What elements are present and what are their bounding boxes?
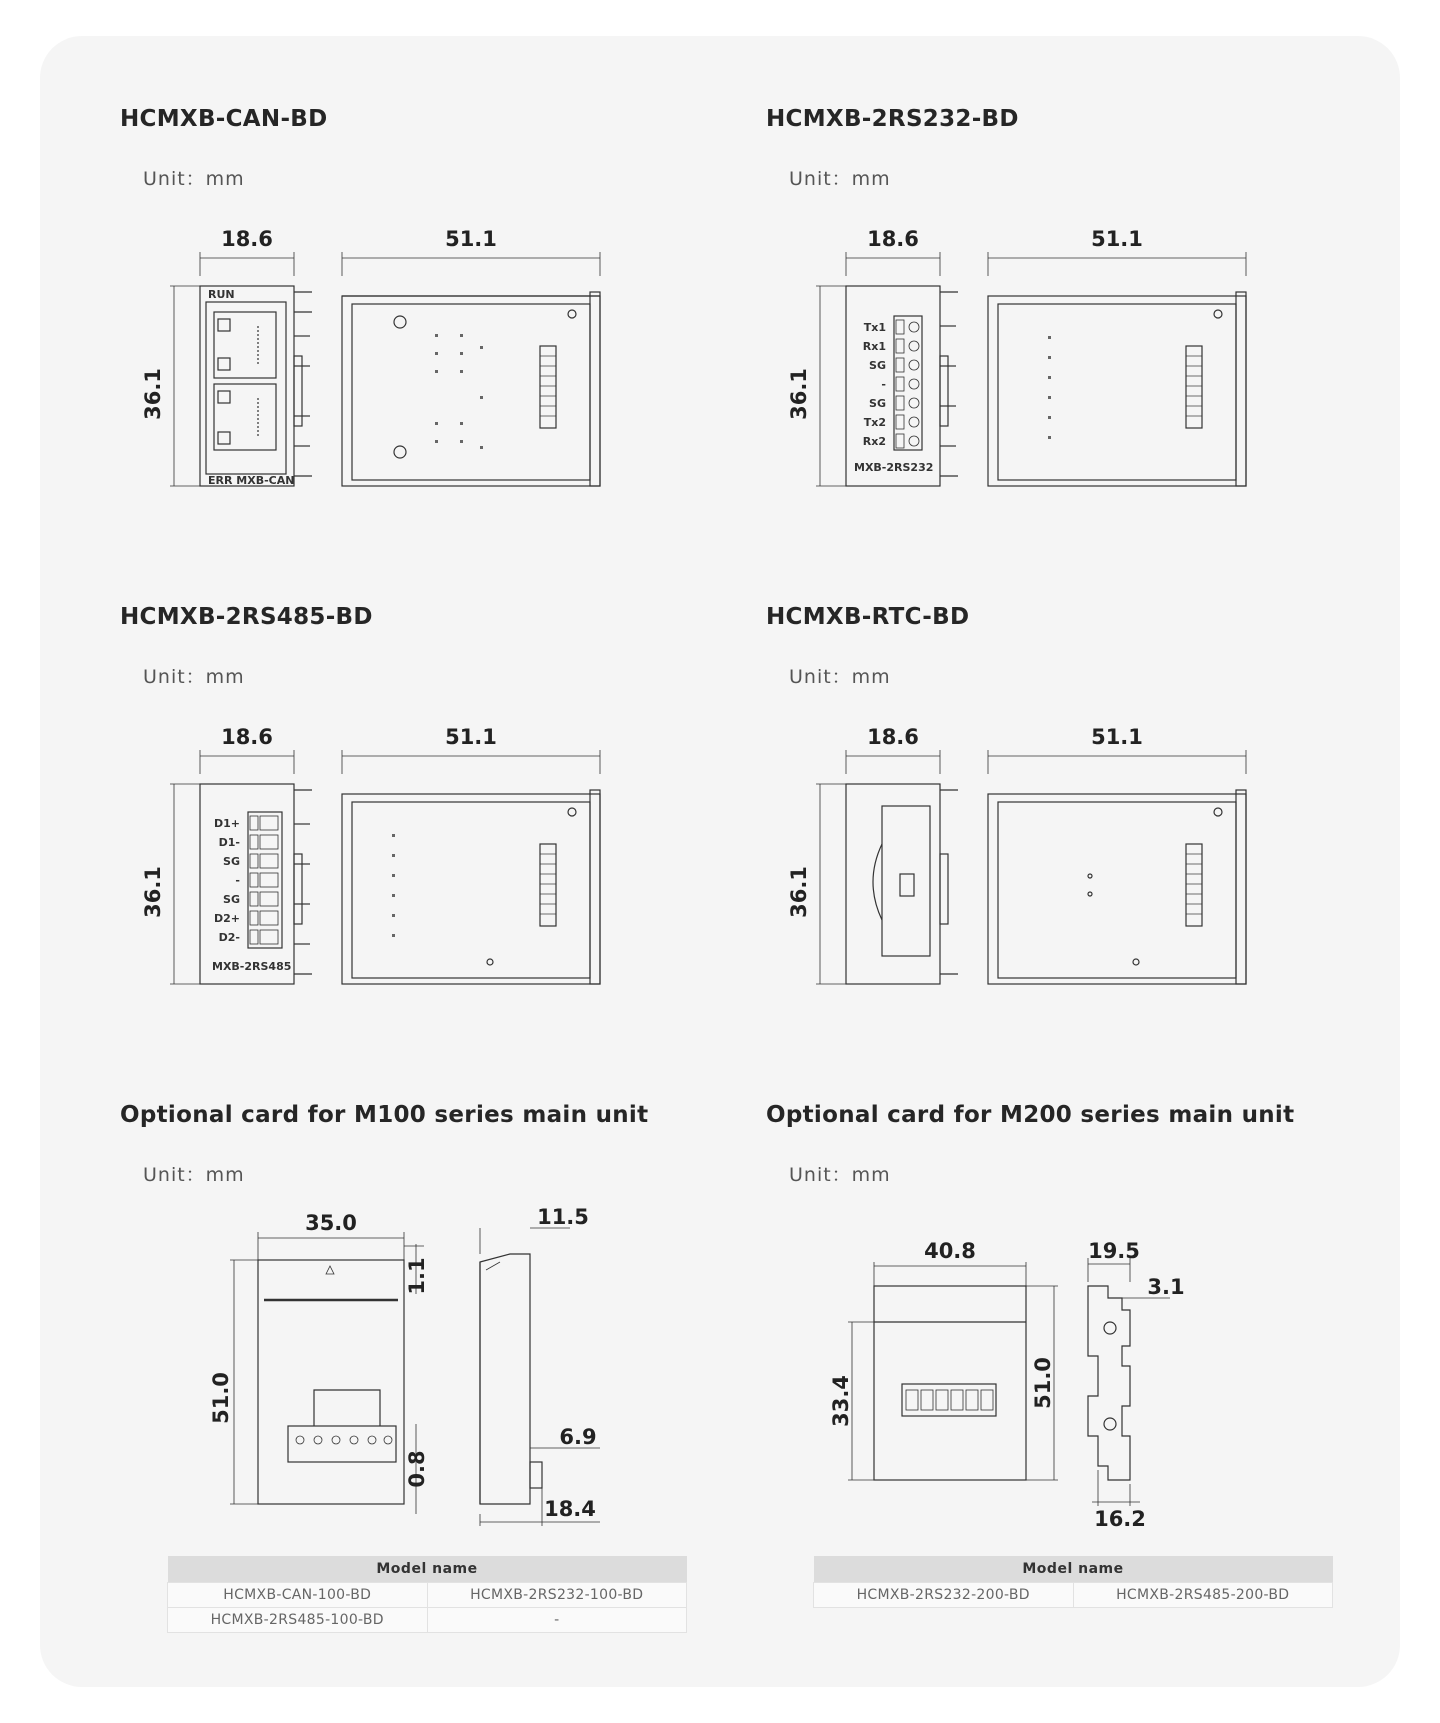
unit-label-2rs232: Unit：mm (789, 168, 891, 190)
section-title-m100: Optional card for M100 series main unit (120, 1102, 649, 1128)
m100-depth-dim: 11.5 (537, 1205, 589, 1229)
rtc-height-dim: 36.1 (787, 866, 811, 918)
content-card (40, 36, 1400, 1687)
battery-icon (900, 874, 914, 896)
m200-height-dim: 51.0 (1031, 1357, 1055, 1409)
section-title-2rs232: HCMXB-2RS232-BD (766, 106, 1019, 132)
2rs232-drawing (787, 216, 1366, 536)
unit-label-2rs485: Unit：mm (143, 666, 245, 688)
2rs485-drawing (141, 714, 720, 1034)
2rs232-terminal-2: Rx1 (862, 340, 886, 353)
2rs485-terminal-5: SG (223, 893, 240, 906)
can-drawing (141, 216, 720, 536)
rtc-drawing (787, 714, 1366, 1034)
m100-height-dim: 51.0 (209, 1372, 233, 1424)
2rs232-height-dim: 36.1 (787, 368, 811, 420)
section-title-2rs485: HCMXB-2RS485-BD (120, 604, 373, 630)
can-err-label: ERR MXB-CAN (208, 474, 295, 487)
table-row (814, 1583, 1333, 1608)
m100-total-dim: 18.4 (544, 1497, 596, 1521)
m200-inner-dim: 33.4 (829, 1375, 853, 1427)
m100-width-dim: 35.0 (305, 1211, 357, 1235)
m200-model-table (813, 1556, 1333, 1608)
section-title-m200: Optional card for M200 series main unit (766, 1102, 1295, 1128)
unit-label-m200: Unit：mm (789, 1164, 891, 1186)
m200-offset-dim: 3.1 (1147, 1275, 1185, 1299)
m200-base-dim: 16.2 (1094, 1507, 1146, 1531)
2rs232-terminal-5: SG (869, 397, 886, 410)
2rs485-height-dim: 36.1 (141, 866, 165, 918)
section-title-can: HCMXB-CAN-BD (120, 106, 328, 132)
m100-bottom-dim: 0.8 (405, 1450, 429, 1488)
2rs232-terminal-6: Tx2 (863, 416, 886, 429)
m200-table-header: Model name (814, 1556, 1333, 1583)
2rs232-terminal-3: SG (869, 359, 886, 372)
can-height-dim: 36.1 (141, 368, 165, 420)
2rs485-length-dim: 51.1 (445, 725, 497, 749)
m100-table-header: Model name (168, 1556, 687, 1583)
unit-label-can: Unit：mm (143, 168, 245, 190)
2rs232-width-dim: 18.6 (867, 227, 919, 251)
table-cell: HCMXB-CAN-100-BD (168, 1583, 428, 1608)
can-run-label: RUN (208, 288, 235, 301)
m200-depth-dim: 19.5 (1088, 1239, 1140, 1263)
section-title-rtc: HCMXB-RTC-BD (766, 604, 970, 630)
rtc-width-dim: 18.6 (867, 725, 919, 749)
can-width-dim: 18.6 (221, 227, 273, 251)
2rs485-terminal-1: D1+ (213, 817, 240, 830)
table-cell: HCMXB-2RS485-100-BD (168, 1608, 428, 1633)
2rs232-terminal-1: Tx1 (863, 321, 886, 334)
rtc-length-dim: 51.1 (1091, 725, 1143, 749)
unit-label-m100: Unit：mm (143, 1164, 245, 1186)
m200-width-dim: 40.8 (924, 1239, 976, 1263)
m100-model-table (167, 1556, 687, 1633)
2rs485-terminal-2: D1- (218, 836, 240, 849)
table-cell: HCMXB-2RS232-200-BD (814, 1583, 1074, 1608)
table-row (168, 1583, 687, 1608)
can-length-dim: 51.1 (445, 227, 497, 251)
m100-top-dim: 1.1 (405, 1257, 429, 1295)
m100-conn-dim: 6.9 (559, 1425, 597, 1449)
2rs232-terminal-7: Rx2 (862, 435, 886, 448)
2rs485-model-label: MXB-2RS485 (212, 960, 292, 973)
2rs485-terminal-4: - (235, 874, 240, 887)
table-cell: HCMXB-2RS232-100-BD (427, 1583, 687, 1608)
table-cell: HCMXB-2RS485-200-BD (1073, 1583, 1333, 1608)
table-cell: - (427, 1608, 687, 1633)
table-row (168, 1608, 687, 1633)
2rs485-terminal-3: SG (223, 855, 240, 868)
unit-label-rtc: Unit：mm (789, 666, 891, 688)
2rs485-width-dim: 18.6 (221, 725, 273, 749)
m100-drawing (170, 1204, 730, 1544)
2rs232-model-label: MXB-2RS232 (854, 461, 934, 474)
2rs485-terminal-7: D2- (218, 931, 240, 944)
2rs232-length-dim: 51.1 (1091, 227, 1143, 251)
2rs232-terminal-4: - (881, 378, 886, 391)
2rs485-terminal-6: D2+ (213, 912, 240, 925)
m200-drawing (830, 1236, 1330, 1536)
